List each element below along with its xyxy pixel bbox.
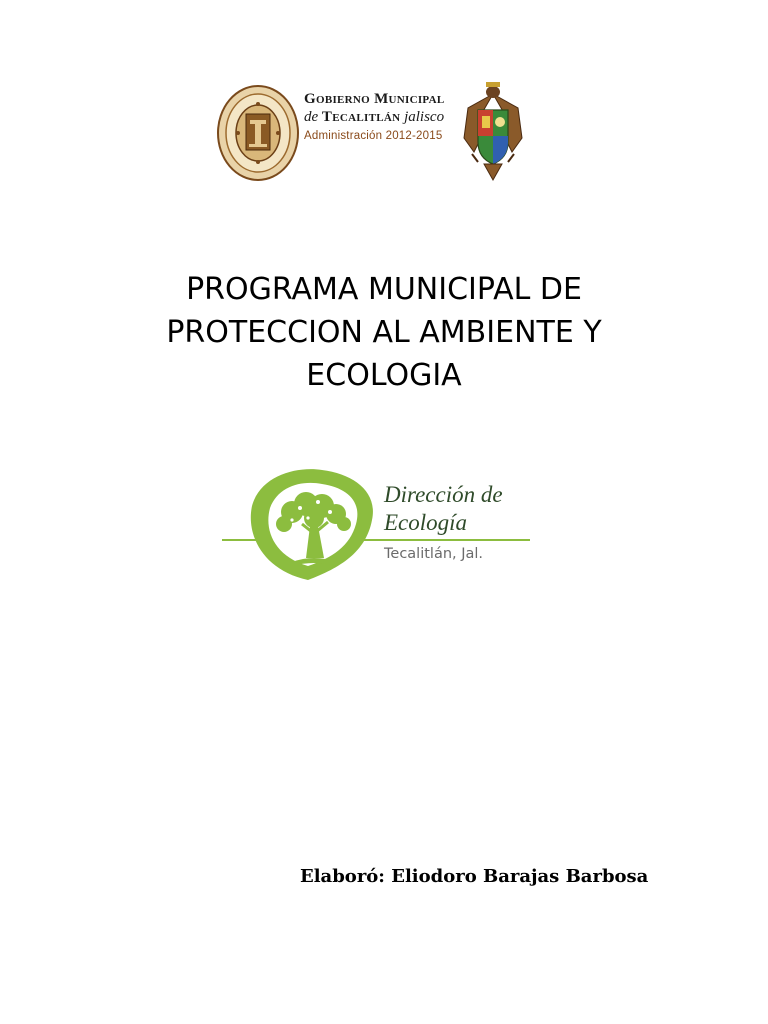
title-line-2: PROTECCION AL AMBIENTE Y [166,315,602,350]
gov-line-2 [304,108,476,127]
title-line-1: PROGRAMA MUNICIPAL DE [186,272,582,307]
municipal-header [216,80,524,186]
gov-line-2-city: Tecalitlán [321,109,401,125]
author-credit [300,866,648,887]
gov-line-1: Gobierno Municipal [304,91,445,107]
gov-line-2-prefix: de [304,109,319,125]
tree-logo-icon [222,462,532,588]
ecology-name-line-2: Ecología [384,510,468,535]
municipal-seal-icon [216,84,300,182]
author-label: Elaboró: [300,866,385,887]
author-name: Eliodoro Barajas Barbosa [391,866,649,887]
coat-of-arms-icon [462,80,524,186]
ecology-department-logo [222,462,532,588]
ecology-name-line-1: Dirección de [384,482,503,507]
administration-period: Administración 2012-2015 [304,130,443,142]
government-name [304,90,476,145]
title-line-3: ECOLOGIA [306,358,462,393]
document-title [84,268,684,397]
ecology-place: Tecalitlán, Jal. [384,546,484,562]
gov-line-2-state: jalisco [404,109,445,125]
